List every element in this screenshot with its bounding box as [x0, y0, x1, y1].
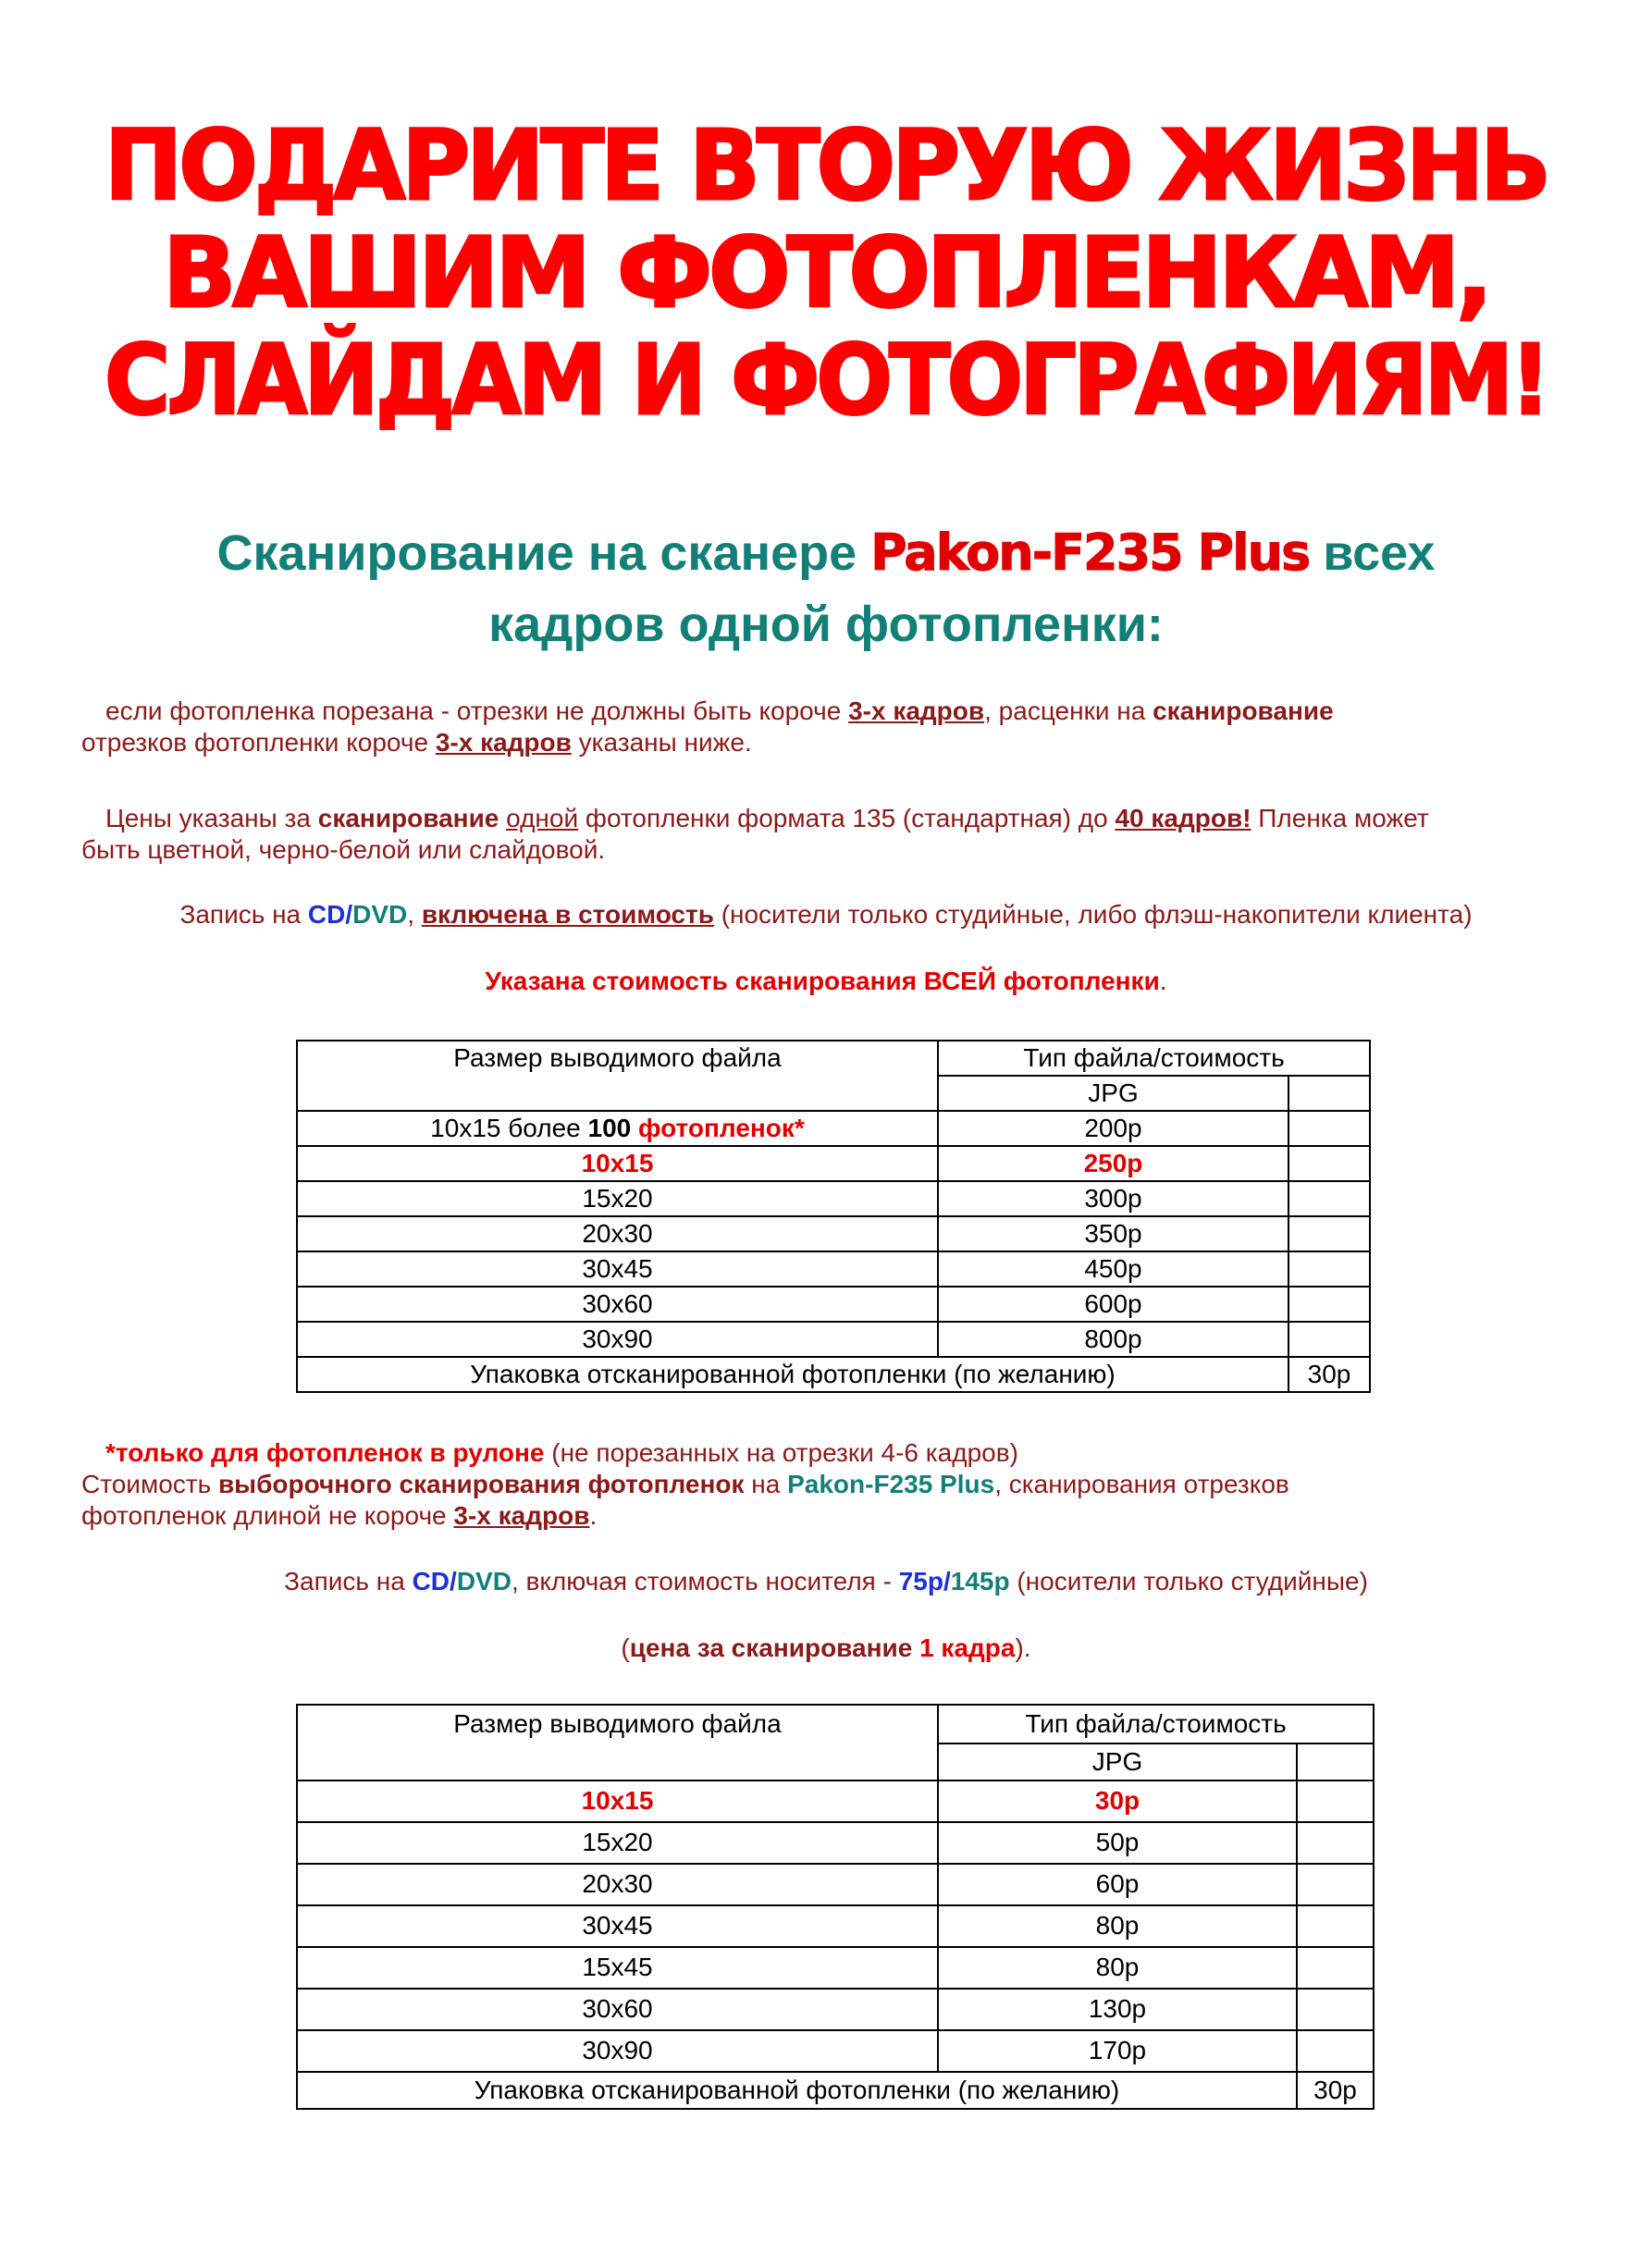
paragraph-line	[81, 803, 1598, 834]
packing-label: Упаковка отсканированной фотопленки (по желанию)	[297, 1357, 1288, 1392]
table-row	[297, 1947, 1374, 1989]
table-row-packing	[297, 1357, 1370, 1392]
headline-line-3: СЛАЙДАМ И ФОТОГРАФИЯМ!	[104, 324, 1547, 437]
subtitle-part-2: всех	[1309, 525, 1436, 581]
table-row	[297, 1322, 1370, 1357]
paragraph-selective-scan	[81, 1437, 1598, 1532]
size-cell: 30х45	[297, 1905, 938, 1947]
empty-cell	[1288, 1146, 1370, 1181]
emphasis: 3-х кадров	[435, 728, 572, 757]
price-table-per-frame	[296, 1704, 1375, 2110]
empty-cell	[1297, 1744, 1374, 1781]
price-cell: 800р	[938, 1322, 1288, 1357]
table-row	[297, 1146, 1370, 1181]
packing-label: Упаковка отсканированной фотопленки (по желанию)	[297, 2072, 1297, 2109]
price-cell: 300р	[938, 1181, 1288, 1216]
size-cell: 30х90	[297, 2030, 938, 2072]
price-cell: 170р	[938, 2030, 1297, 2072]
paragraph-line	[81, 834, 1598, 866]
subtitle-part-1: Сканирование на сканере	[216, 525, 871, 581]
paragraph-line	[81, 1500, 1598, 1532]
text: (не порезанных на отрезки 4-6 кадров)	[544, 1438, 1018, 1467]
column-header-size: Размер выводимого файла	[297, 1041, 938, 1111]
price-cell: 130р	[938, 1989, 1297, 2030]
table-row-packing	[297, 2072, 1374, 2109]
dvd-price: 145р	[950, 1567, 1010, 1596]
size-cell: 15х20	[297, 1181, 938, 1216]
column-header-jpg: JPG	[938, 1744, 1297, 1781]
table-row	[297, 1287, 1370, 1322]
emphasis: сканирование	[1153, 696, 1334, 725]
price-cell: 80р	[938, 1905, 1297, 1947]
empty-cell	[1297, 1947, 1374, 1989]
brand-name: Pakon-F235 Plus	[870, 524, 1310, 582]
empty-cell	[1297, 1905, 1374, 1947]
packing-price: 30р	[1288, 1357, 1370, 1392]
paragraph-cd-dvd-price	[0, 1566, 1652, 1597]
size-cell: 20х30	[297, 1216, 938, 1251]
text: на	[744, 1470, 788, 1498]
text: (носители только студийные, либо флэш-накопители клиента)	[713, 900, 1473, 929]
size-cell: 15х45	[297, 1947, 938, 1989]
table-header-row	[297, 1705, 1374, 1744]
paragraph-price-basis	[81, 803, 1598, 866]
table-row	[297, 1989, 1374, 2030]
table-row	[297, 1216, 1370, 1251]
paragraph-cd-dvd-included	[0, 899, 1652, 930]
empty-cell	[1288, 1251, 1370, 1287]
text: если фотопленка порезана - отрезки не должны быть короче	[105, 696, 849, 725]
table-row	[297, 1251, 1370, 1287]
emphasis: цена за сканирование	[629, 1633, 920, 1662]
text	[499, 804, 506, 832]
cd-label: CD	[412, 1567, 450, 1596]
empty-cell	[1288, 1287, 1370, 1322]
paragraph-cut-film	[81, 696, 1598, 758]
emphasis: фотопленок*	[631, 1114, 805, 1142]
price-cell: 600р	[938, 1287, 1288, 1322]
empty-cell	[1297, 2030, 1374, 2072]
emphasis: 40 кадров!	[1115, 804, 1251, 832]
size-cell: 20х30	[297, 1864, 938, 1905]
size-cell: 30х45	[297, 1251, 938, 1287]
size-cell: 30х90	[297, 1322, 938, 1357]
text: ,	[407, 900, 422, 929]
emphasis: одной	[506, 804, 579, 832]
paragraph-line	[81, 1469, 1598, 1500]
table-row	[297, 1822, 1374, 1864]
headline-line-1: ПОДАРИТЕ ВТОРУЮ ЖИЗНЬ	[105, 109, 1548, 222]
emphasis: сканирование	[317, 804, 499, 832]
empty-cell	[1297, 1781, 1374, 1822]
price-cell: 350р	[938, 1216, 1288, 1251]
empty-cell	[1288, 1322, 1370, 1357]
brand-name: Pakon-F235 Plus	[787, 1470, 995, 1498]
size-cell: 30х60	[297, 1989, 938, 2030]
column-header-jpg: JPG	[938, 1076, 1288, 1111]
text: фотопленки формата 135 (стандартная) до	[578, 804, 1116, 832]
text: Запись на	[179, 900, 308, 929]
table-header-row	[297, 1041, 1370, 1076]
text: , расценки на	[984, 696, 1153, 725]
emphasis: выборочного сканирования фотопленок	[217, 1470, 745, 1498]
empty-cell	[1288, 1181, 1370, 1216]
subtitle-line-2: кадров одной фотопленки:	[488, 597, 1164, 652]
packing-price: 30р	[1297, 2072, 1374, 2109]
column-header-size: Размер выводимого файла	[297, 1705, 938, 1781]
table-row	[297, 2030, 1374, 2072]
text: .	[1159, 967, 1167, 995]
text: фотопленок длиной не короче	[81, 1501, 454, 1530]
text: указаны ниже.	[571, 728, 752, 757]
table-row	[297, 1111, 1370, 1146]
size-cell: 10х15	[297, 1781, 938, 1822]
text: (носители только студийные)	[1009, 1567, 1368, 1596]
paragraph-per-frame	[0, 1633, 1652, 1664]
dvd-label: DVD	[456, 1567, 512, 1596]
emphasis: включена в стоимость	[421, 900, 714, 929]
empty-cell	[1288, 1216, 1370, 1251]
empty-cell	[1297, 1864, 1374, 1905]
empty-cell	[1288, 1111, 1370, 1146]
cd-label: CD	[307, 900, 346, 929]
size-cell: 30х60	[297, 1287, 938, 1322]
slash: /	[943, 1567, 951, 1596]
text: , включая стоимость носителя -	[511, 1567, 899, 1596]
emphasis: 3-х кадров	[453, 1501, 590, 1530]
text: отрезков фотопленки короче	[81, 728, 436, 757]
size-cell	[297, 1111, 938, 1146]
text: Запись на	[284, 1567, 413, 1596]
cd-price: 75р	[898, 1567, 943, 1596]
price-cell: 50р	[938, 1822, 1297, 1864]
emphasis: 3-х кадров	[848, 696, 985, 725]
text: Стоимость	[81, 1470, 218, 1498]
dvd-label: DVD	[352, 900, 408, 929]
empty-cell	[1297, 1822, 1374, 1864]
empty-cell	[1297, 1989, 1374, 2030]
table-row	[297, 1781, 1374, 1822]
price-cell: 60р	[938, 1864, 1297, 1905]
emphasis: 100	[587, 1114, 632, 1142]
slash: /	[345, 900, 353, 929]
column-header-type: Тип файла/стоимость	[938, 1705, 1374, 1744]
emphasis: *только для фотопленок в рулоне	[105, 1438, 545, 1467]
headline-line-2: ВАШИМ ФОТОПЛЕНКАМ,	[163, 216, 1489, 329]
paragraph-whole-film-price	[0, 966, 1652, 997]
size-cell: 15х20	[297, 1822, 938, 1864]
paragraph-line	[81, 696, 1598, 727]
text: 10х15 более	[430, 1114, 588, 1142]
text: .	[589, 1501, 598, 1530]
table-row	[297, 1905, 1374, 1947]
text: Цены указаны за	[105, 804, 318, 832]
price-cell: 30р	[938, 1781, 1297, 1822]
price-cell: 450р	[938, 1251, 1288, 1287]
table-row	[297, 1181, 1370, 1216]
text: (	[621, 1633, 630, 1662]
text: Пленка может	[1251, 804, 1429, 832]
text: ).	[1015, 1633, 1031, 1662]
subtitle-line-1	[0, 523, 1652, 584]
text: , сканирования отрезков	[994, 1470, 1289, 1498]
slash: /	[450, 1567, 457, 1596]
text: быть цветной, черно-белой или слайдовой.	[81, 835, 606, 864]
price-cell: 250р	[938, 1146, 1288, 1181]
emphasis: Указана стоимость сканирования ВСЕЙ фотопленки	[485, 967, 1160, 995]
emphasis: 1 кадра	[919, 1633, 1016, 1662]
price-cell: 80р	[938, 1947, 1297, 1989]
column-header-type: Тип файла/стоимость	[938, 1041, 1370, 1076]
empty-cell	[1288, 1076, 1370, 1111]
price-table-full-film	[296, 1040, 1371, 1393]
paragraph-line	[81, 727, 1598, 758]
table-row	[297, 1864, 1374, 1905]
paragraph-line	[81, 1437, 1598, 1469]
size-cell: 10х15	[297, 1146, 938, 1181]
price-cell: 200р	[938, 1111, 1288, 1146]
